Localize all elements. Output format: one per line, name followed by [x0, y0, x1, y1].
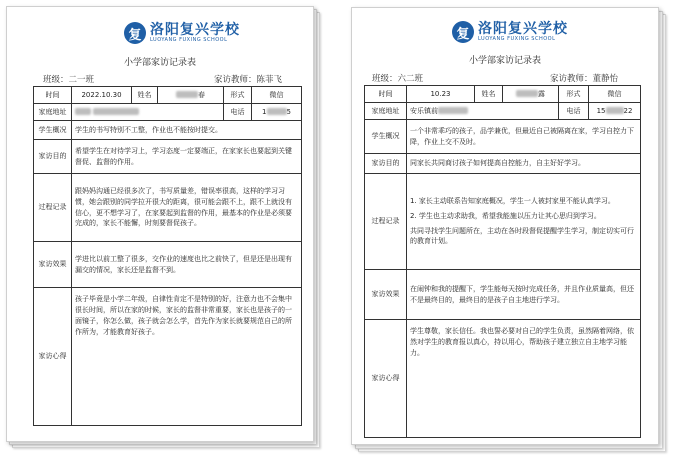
form-value: 微信	[589, 86, 641, 103]
school-name-cn: 洛阳复兴学校	[150, 22, 240, 38]
process-item: 1. 家长主动联系告知家庭概况，学生一人被封家里不能认真学习。	[410, 196, 615, 205]
name-label: 姓名	[132, 87, 158, 104]
class-field: 班级：二一班	[43, 75, 95, 85]
effect-label: 家访效果	[365, 270, 407, 320]
redacted-mark	[606, 107, 624, 114]
form-title: 小学部家访记录表	[468, 56, 541, 66]
redacted-mark	[516, 90, 538, 97]
teacher-field: 家访教师：董静怡	[550, 74, 619, 84]
time-value: 10.23	[407, 86, 475, 103]
profile-text: 一个非常乖巧的孩子，品学兼优，但最近自己被隔离在家，学习自控力下降，作业上交不及时。	[407, 120, 641, 154]
left-record-sheet	[6, 6, 314, 442]
time-value: 2022.10.30	[72, 87, 132, 104]
effect-text: 学进比以前工整了很多，交作业的速度也比之前快了，但是还是出现有漏交的情况，家长还是监督不到。	[72, 242, 302, 288]
school-name-cn: 洛阳复兴学校	[478, 21, 568, 37]
school-name-en: LUOYANG FUXING SCHOOL	[150, 37, 228, 43]
purpose-text: 同家长共同商讨孩子如何提高自控能力，自主好好学习。	[407, 154, 641, 174]
school-name-en: LUOYANG FUXING SCHOOL	[478, 36, 556, 42]
table-row	[34, 242, 302, 288]
phone-value: 1 5	[252, 104, 302, 121]
form-label: 形式	[559, 86, 589, 103]
table-row	[34, 140, 302, 174]
profile-label: 学生概况	[34, 121, 72, 140]
table-row	[365, 320, 641, 438]
class-field: 班级：六二班	[372, 74, 424, 84]
right-record-sheet	[351, 7, 659, 445]
name-value: 露	[503, 86, 559, 103]
phone-label: 电话	[224, 104, 252, 121]
name-value: 春	[158, 87, 224, 104]
process-text: 跟妈妈沟通已经很多次了，书写质量差，错误率很高，这样的学习习惯，她会跟别的同学拉开很大的距离，很可能会跟不上，跟不上就没有信心，更不想学习了，在家要起到监督的作用，最基本的作业是必须要完成的，家长不能懈，时刻要督促孩子。	[72, 174, 302, 242]
school-logo	[452, 21, 568, 43]
school-logo	[124, 22, 240, 44]
profile-label: 学生概况	[365, 120, 407, 154]
reflection-text: 孩子毕竟是小学二年级，自律性肯定不是特别的好，注意力也不会集中很长时间，所以在家的时候，家长的监督非常重要，家长也是孩子的一面镜子，你怎么做，孩子就会怎么学，首先作为家长就要规范自己的所作所为，才能教育好孩子。	[72, 288, 302, 426]
table-row	[365, 154, 641, 174]
name-label: 姓名	[475, 86, 503, 103]
left-record-table	[33, 86, 302, 426]
school-emblem-icon: 复	[452, 21, 474, 43]
table-row	[365, 120, 641, 154]
redacted-mark	[438, 107, 468, 114]
profile-text: 学生的书写特别不工整，作业也不能按时提交。	[72, 121, 302, 140]
time-label: 时间	[34, 87, 72, 104]
redacted-mark	[75, 108, 91, 115]
reflection-text: 学生尊敬，家长信任。我也誓必要对自己的学生负责，虽然隔着网络，依然对学生的教育报以真心，持以用心，帮助孩子建立独立自主地学习能力。	[407, 320, 641, 438]
table-row	[34, 174, 302, 242]
process-text	[407, 174, 641, 270]
phone-value: 15 22	[589, 103, 641, 120]
effect-text: 在闹钟和我的提醒下，学生能每天按时完成任务，并且作业质量高，但还不是最终目的，最终目的是孩子自主地进行学习。	[407, 270, 641, 320]
address-label: 家庭地址	[365, 103, 407, 120]
table-row	[34, 288, 302, 426]
table-row	[34, 104, 302, 121]
phone-label: 电话	[559, 103, 589, 120]
process-label: 过程记录	[34, 174, 72, 242]
form-label: 形式	[224, 87, 252, 104]
process-item: 2. 学生也主动求助我，希望我能施以压力让其心思归到学习。	[410, 211, 601, 220]
table-row	[365, 174, 641, 270]
table-row	[34, 87, 302, 104]
purpose-text: 希望学生在对待学习上，学习态度一定要端正，在家家长也要起到关键督促、监督的作用。	[72, 140, 302, 174]
effect-label: 家访效果	[34, 242, 72, 288]
teacher-field: 家访教师：陈菲飞	[214, 75, 283, 85]
address-value: 安乐镇前	[407, 103, 559, 120]
table-row	[34, 121, 302, 140]
address-value	[72, 104, 224, 121]
school-emblem-icon: 复	[124, 22, 146, 44]
redacted-mark	[176, 91, 198, 98]
purpose-label: 家访目的	[34, 140, 72, 174]
table-row	[365, 270, 641, 320]
address-label: 家庭地址	[34, 104, 72, 121]
redacted-mark	[267, 108, 287, 115]
reflection-label: 家访心得	[34, 288, 72, 426]
redacted-mark	[93, 108, 139, 115]
table-row	[365, 103, 641, 120]
form-value: 微信	[252, 87, 302, 104]
right-record-table	[364, 85, 641, 438]
process-item: 共同寻找学生问题所在，主动在各时段督促提醒学生学习，制定切实可行的教育计划。	[410, 226, 634, 246]
process-label: 过程记录	[365, 174, 407, 270]
time-label: 时间	[365, 86, 407, 103]
form-title: 小学部家访记录表	[123, 58, 196, 68]
table-row	[365, 86, 641, 103]
purpose-label: 家访目的	[365, 154, 407, 174]
reflection-label: 家访心得	[365, 320, 407, 438]
